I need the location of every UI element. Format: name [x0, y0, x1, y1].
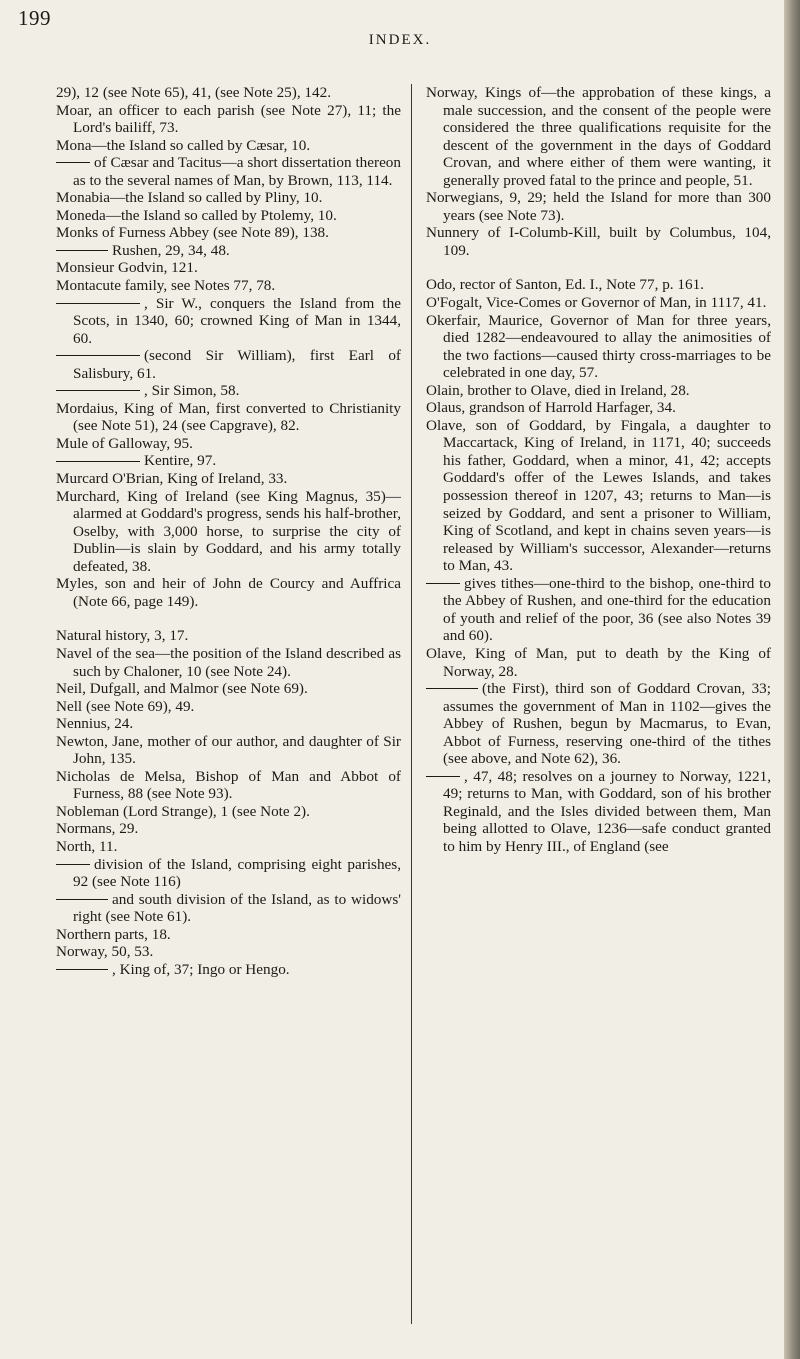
index-entry-text: Montacute family, see Notes 77, 78.: [56, 277, 276, 295]
index-column-right: [426, 84, 771, 856]
index-entry: [56, 137, 401, 155]
index-entry: [426, 224, 771, 259]
index-entry-text: gives tithes—one-third to the bishop, one-third to the Abbey of Rushen, and one-third for the education of youth and relief of the poor, 36 (see also Notes 39 and 60).: [443, 574, 771, 645]
index-entry-text: , 47, 48; resolves on a journey to Norway, 1221, 49; returns to Man, with Goddard, son of his brother Reginald, and the Isles divided between them, Man being allotted to Olave, 1236—safe conduct granted to him by Henry III., of England (see: [443, 767, 771, 855]
index-entry-text: division of the Island, comprising eight parishes, 92 (see Note 116): [73, 855, 401, 891]
index-entry-text: Norway, Kings of—the approbation of these kings, a male succession, and the consent of the people were considered the three qualifications requisite for the descent of the government in the days of Goddard Crovan, and where either of them were wanting, it generally proved fatal to the prince and people, 51.: [426, 84, 771, 189]
index-entry-text: Odo, rector of Santon, Ed. I., Note 77, p. 161.: [426, 276, 704, 294]
index-entry-text: Moneda—the Island so called by Ptolemy, 10.: [56, 206, 337, 224]
index-entry: [56, 768, 401, 803]
index-entry: [56, 84, 401, 102]
index-entry-text: O'Fogalt, Vice-Comes or Governor of Man, in 1117, 41.: [426, 294, 767, 312]
index-entry: [426, 294, 771, 312]
index-entry-text: (the First), third son of Goddard Crovan, 33; assumes the government of Man in 1102—gives the Abbey of Rushen, begun by Macmarus, to Evan, Abbot of Furness, reserving one-third of the tithes (see above, and Note 62), 36.: [443, 680, 771, 768]
index-entry-text: Murchard, King of Ireland (see King Magnus, 35)—alarmed at Goddard's progress, sends his half-brother, Oselby, with 3,000 horse, to surprise the city of Dublin—is slain by Goddard, and his army totally defeated, 38.: [56, 487, 401, 575]
ditto-dash: [56, 899, 108, 900]
index-entry: [56, 645, 401, 680]
index-entry: [56, 488, 401, 576]
index-entry-text: Myles, son and heir of John de Courcy and Auffrica (Note 66, page 149).: [56, 575, 401, 610]
index-entry: [56, 400, 401, 435]
index-entry: [56, 435, 401, 453]
index-entry: [56, 926, 401, 944]
index-entry-text: Olain, brother to Olave, died in Ireland, 28.: [426, 381, 690, 399]
index-entry-text: Mordaius, King of Man, first converted to Christianity (see Note 51), 24 (see Capgrave), 82.: [56, 399, 401, 435]
index-entry: [56, 627, 401, 645]
index-entry: [56, 961, 401, 979]
index-entry: [426, 399, 771, 417]
index-entry: [426, 575, 771, 645]
index-entry: [56, 470, 401, 488]
index-entry-text: Northern parts, 18.: [56, 925, 171, 943]
page-number: 199: [18, 6, 51, 30]
index-entry-text: Monsieur Godvin, 121.: [56, 259, 198, 277]
index-entry: [56, 452, 401, 470]
index-entry: [56, 943, 401, 961]
page-edge: [784, 0, 800, 1359]
index-entry: [56, 715, 401, 733]
index-entry-text: and south division of the Island, as to widows' right (see Note 61).: [73, 890, 401, 926]
index-entry-text: Olave, son of Goddard, by Fingala, a daughter to Maccartack, King of Ireland, in 1171, 40; succeeds his father, Goddard, when a minor, 41, 42; accepts Goddard's offer of the Lewes Islands, and takes possession thereof in 1207, 43; returns to Man—is seized by Goddard, and sent a prisoner to William, King of Scotland, and kept in chains seven years—is released by William's successor, Alexander—returns to Man, 43.: [426, 416, 771, 575]
index-entry-text: Murcard O'Brian, King of Ireland, 33.: [56, 470, 288, 488]
index-entry: [56, 154, 401, 189]
index-entry-text: Mona—the Island so called by Cæsar, 10.: [56, 136, 311, 154]
index-entry: [56, 295, 401, 348]
ditto-dash: [56, 162, 90, 163]
index-entry-text: 29), 12 (see Note 65), 41, (see Note 25), 142.: [56, 84, 331, 101]
index-entry-text: Olave, King of Man, put to death by the King of Norway, 28.: [426, 644, 771, 680]
index-entry: [56, 382, 401, 400]
index-entry-text: Nennius, 24.: [56, 715, 134, 733]
index-entry-text: , Sir W., conquers the Island from the Scots, in 1340, 60; crowned King of Man in 1344, 60.: [73, 294, 401, 347]
index-entry-text: North, 11.: [56, 837, 118, 855]
index-entry-text: Norwegians, 9, 29; held the Island for more than 300 years (see Note 73).: [426, 189, 771, 224]
index-entry: [56, 189, 401, 207]
index-entry: [426, 680, 771, 768]
column-divider: [411, 84, 412, 1324]
ditto-dash: [56, 355, 140, 356]
index-entry: [426, 84, 771, 189]
index-entry-text: Monks of Furness Abbey (see Note 89), 138.: [56, 224, 329, 242]
index-entry-text: Kentire, 97.: [144, 452, 217, 470]
index-entry: [426, 276, 771, 294]
index-entry-text: Mule of Galloway, 95.: [56, 434, 193, 452]
index-entry: [56, 102, 401, 137]
index-entry-text: Rushen, 29, 34, 48.: [112, 241, 230, 259]
index-entry: [56, 207, 401, 225]
index-entry-text: Newton, Jane, mother of our author, and daughter of Sir John, 135.: [56, 732, 401, 768]
index-entry: [426, 417, 771, 575]
ditto-dash: [56, 969, 108, 970]
ditto-dash: [56, 461, 140, 462]
index-entry-text: Norway, 50, 53.: [56, 943, 154, 961]
index-entry-text: Moar, an officer to each parish (see Note 27), 11; the Lord's bailiff, 73.: [56, 101, 401, 137]
ditto-dash: [56, 390, 140, 391]
ditto-dash: [56, 303, 140, 304]
index-entry-text: , King of, 37; Ingo or Hengo.: [112, 960, 290, 978]
index-entry: [56, 575, 401, 610]
index-entry: [56, 856, 401, 891]
index-entry-text: Natural history, 3, 17.: [56, 627, 189, 645]
index-entry: [56, 347, 401, 382]
index-entry: [56, 820, 401, 838]
index-entry: [56, 224, 401, 242]
index-entry-text: Nunnery of I-Columb-Kill, built by Columbus, 104, 109.: [426, 224, 771, 259]
index-entry: [426, 768, 771, 856]
index-entry: [56, 733, 401, 768]
index-entry: [426, 382, 771, 400]
ditto-dash: [56, 864, 90, 865]
index-entry: [426, 312, 771, 382]
ditto-dash: [426, 583, 460, 584]
index-entry-text: (second Sir William), first Earl of Salisbury, 61.: [73, 347, 401, 382]
ditto-dash: [56, 250, 108, 251]
index-entry-text: Nell (see Note 69), 49.: [56, 697, 195, 715]
index-entry: [426, 189, 771, 224]
ditto-dash: [426, 688, 478, 689]
index-entry-text: Okerfair, Maurice, Governor of Man for three years, died 1282—endeavoured to allay the animosities of the two factions—caused thirty cross-marriages to be celebrated in one day, 57.: [426, 311, 771, 382]
index-entry-text: Monabia—the Island so called by Pliny, 10.: [56, 189, 323, 207]
index-entry-text: Nobleman (Lord Strange), 1 (see Note 2).: [56, 802, 310, 820]
index-entry-text: Olaus, grandson of Harrold Harfager, 34.: [426, 399, 676, 417]
index-entry-text: of Cæsar and Tacitus—a short dissertation thereon as to the several names of Man, by Brown, 113, 114.: [73, 154, 401, 189]
index-entry: [426, 645, 771, 680]
index-entry-text: Navel of the sea—the position of the Island described as such by Chaloner, 10 (see Note 24).: [56, 644, 401, 680]
index-entry-text: Normans, 29.: [56, 820, 139, 838]
index-column-left: [56, 84, 401, 978]
ditto-dash: [426, 776, 460, 777]
index-entry: [56, 242, 401, 260]
index-entry-text: Neil, Dufgall, and Malmor (see Note 69).: [56, 680, 308, 698]
index-entry: [56, 680, 401, 698]
index-entry-text: , Sir Simon, 58.: [144, 382, 240, 400]
index-entry: [56, 803, 401, 821]
index-entry: [56, 277, 401, 295]
index-entry: [56, 698, 401, 716]
index-entry: [56, 838, 401, 856]
index-entry: [56, 891, 401, 926]
running-head: INDEX.: [368, 32, 432, 48]
index-entry-text: Nicholas de Melsa, Bishop of Man and Abbot of Furness, 88 (see Note 93).: [56, 767, 401, 803]
index-entry: [56, 259, 401, 277]
